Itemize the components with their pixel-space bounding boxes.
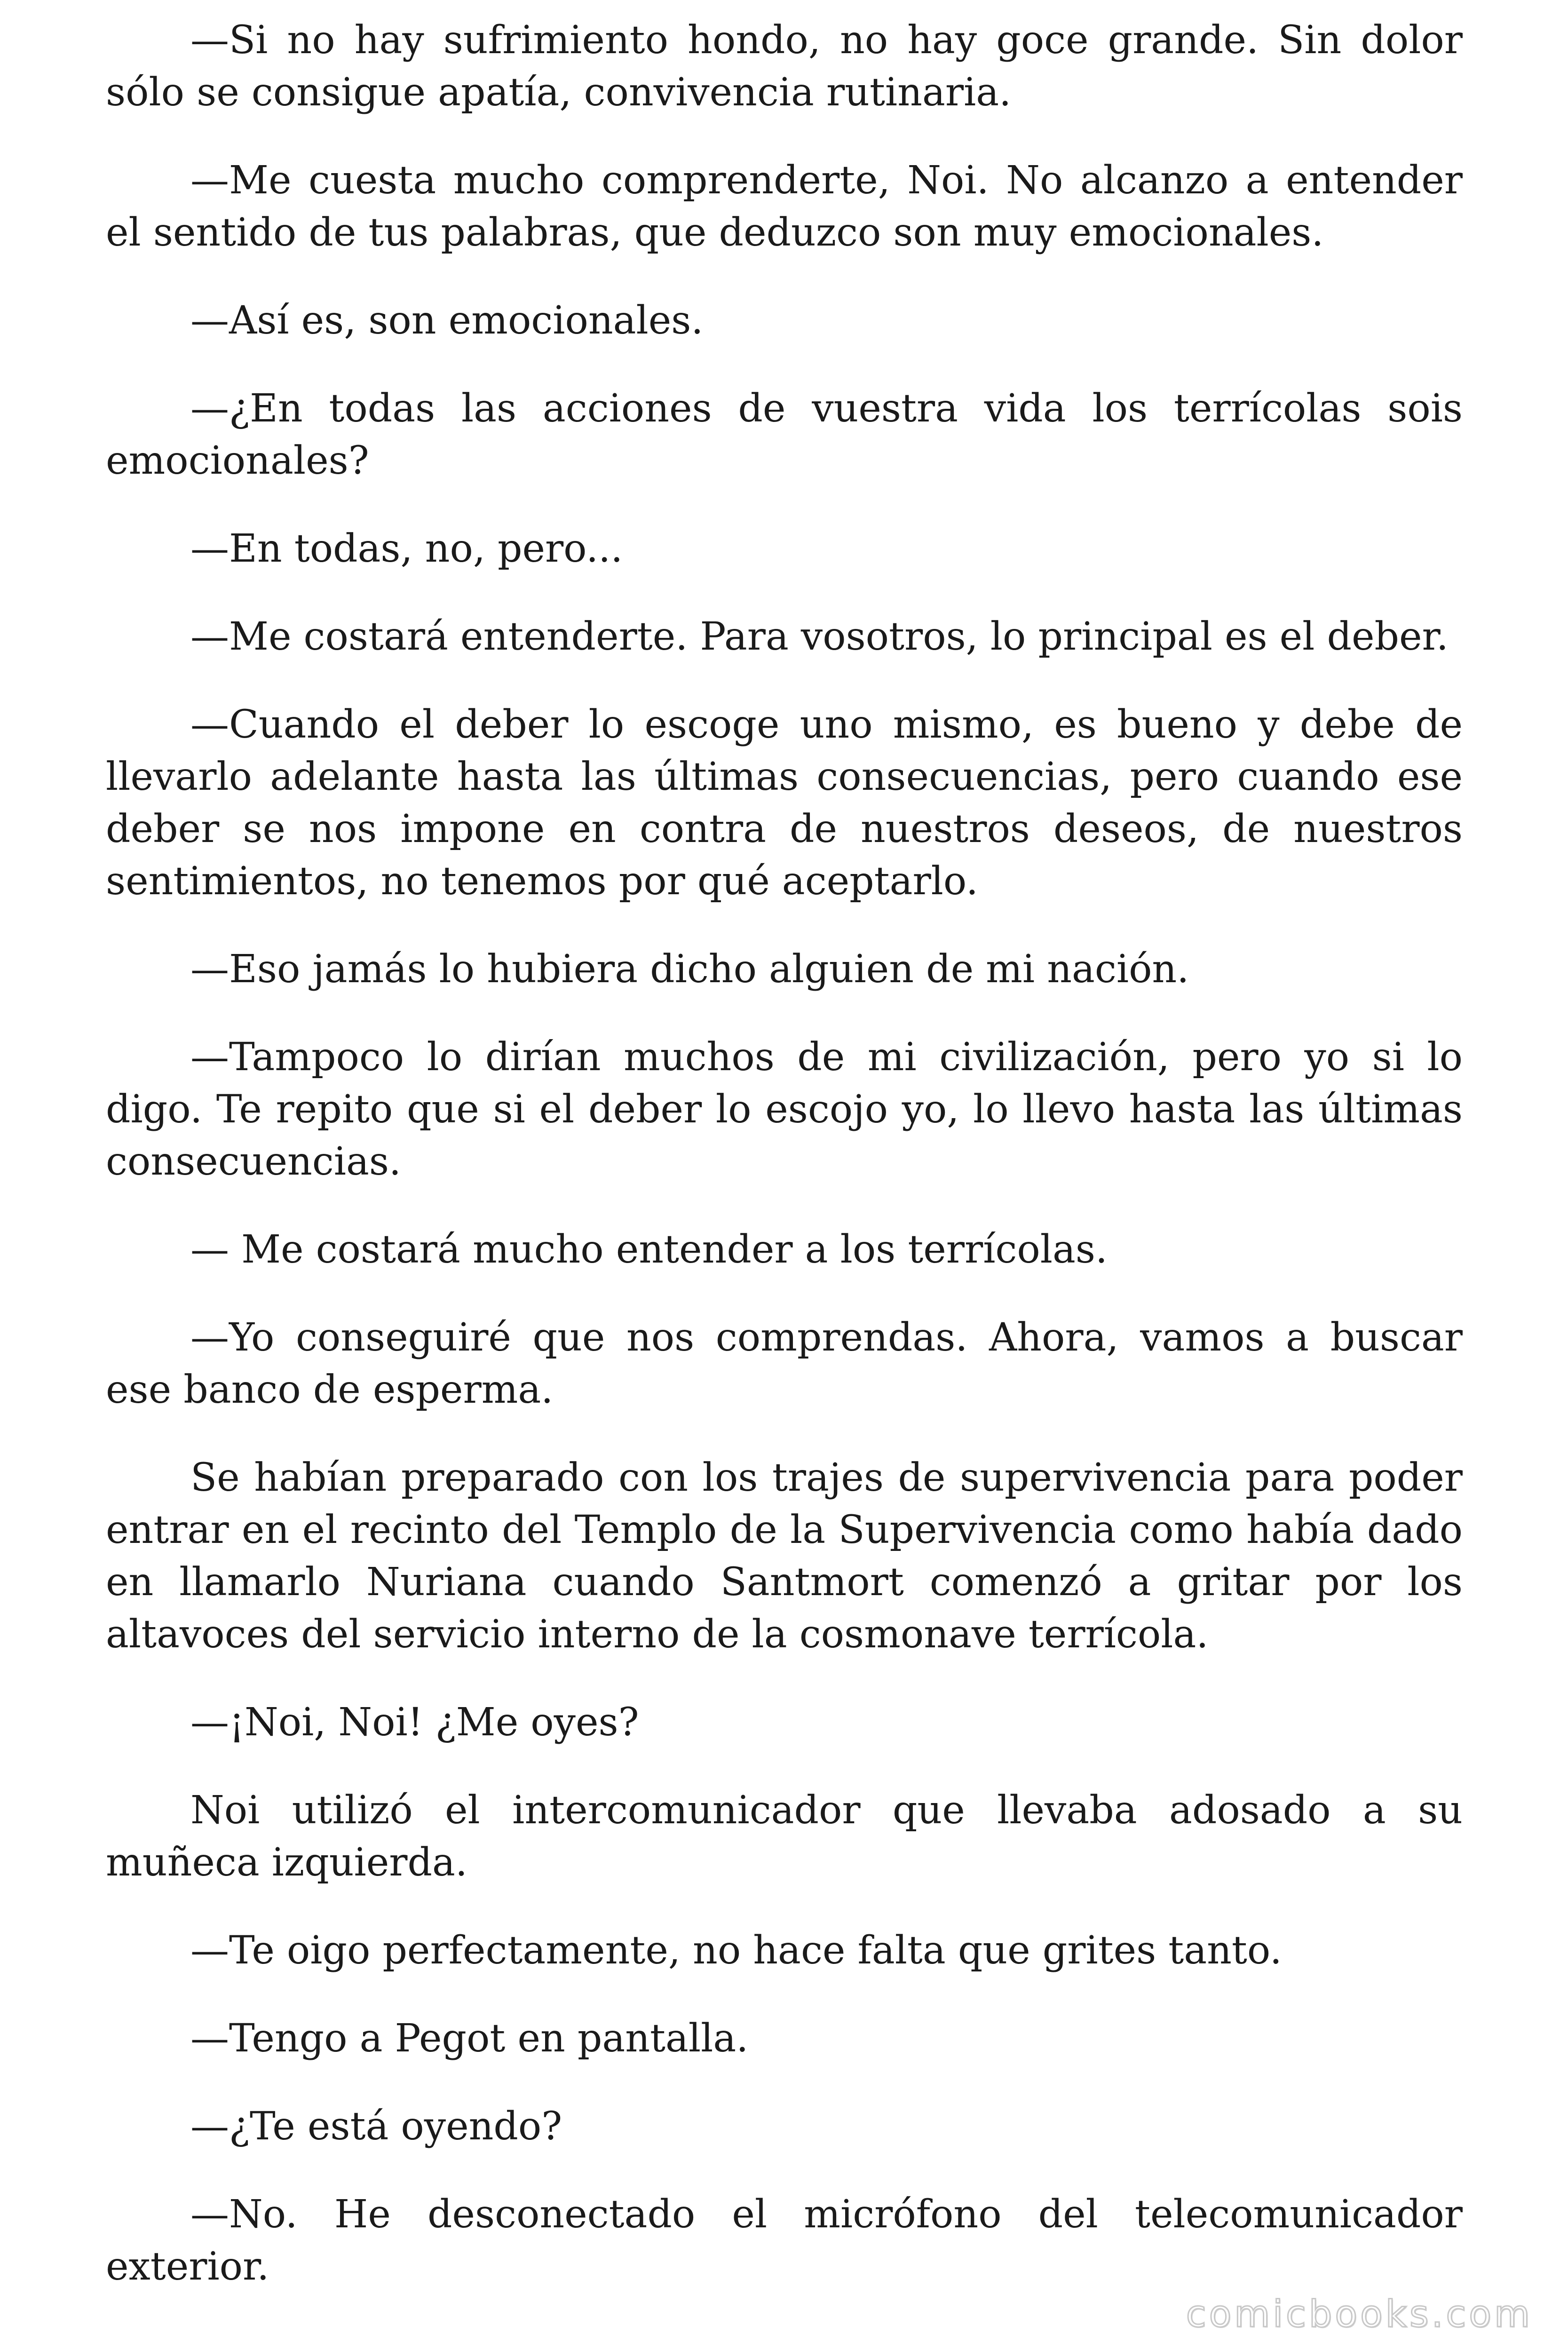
paragraph: —Tengo a Pegot en pantalla.	[190, 2016, 749, 2061]
paragraph: —Cuando el deber lo escoge uno mismo, es bueno y debe de llevarlo adelante hasta las últimas consecuencias, pero cuando ese deber se nos impone en contra de nuestros deseos, de nuestros sentimientos, no tenemos por qué aceptarlo.	[106, 702, 1463, 904]
page-text	[106, 14, 1463, 2293]
paragraph: —Si no hay sufrimiento hondo, no hay goce grande. Sin dolor sólo se consigue apatía, convivencia rutinaria.	[106, 18, 1463, 115]
paragraph: —¿Te está oyendo?	[190, 2104, 562, 2149]
paragraph: —En todas, no, pero...	[190, 526, 623, 571]
paragraph: —Yo conseguiré que nos comprendas. Ahora, vamos a buscar ese banco de esperma.	[106, 1315, 1463, 1412]
paragraph: —No. He desconectado el micrófono del telecomunicador exterior.	[106, 2192, 1463, 2289]
paragraph: — Me costará mucho entender a los terrícolas.	[190, 1227, 1108, 1272]
paragraph: —Me cuesta mucho comprenderte, Noi. No alcanzo a entender el sentido de tus palabras, que deduzco son muy emocionales.	[106, 158, 1463, 255]
paragraph: Se habían preparado con los trajes de supervivencia para poder entrar en el recinto del Templo de la Supervivencia como había dado en llamarlo Nuriana cuando Santmort comenzó a gritar por los altavoces del servicio interno de la cosmonave terrícola.	[106, 1455, 1463, 1657]
watermark: comicbooks.com	[1186, 2293, 1533, 2336]
paragraph: —Me costará entenderte. Para vosotros, lo principal es el deber.	[190, 614, 1449, 659]
paragraph: —Eso jamás lo hubiera dicho alguien de mi nación.	[190, 947, 1189, 992]
paragraph: —Te oigo perfectamente, no hace falta que grites tanto.	[190, 1928, 1282, 1973]
paragraph: —¿En todas las acciones de vuestra vida los terrícolas sois emocionales?	[106, 386, 1463, 483]
paragraph: —Tampoco lo dirían muchos de mi civilización, pero yo si lo digo. Te repito que si el deber lo escojo yo, lo llevo hasta las últimas consecuencias.	[106, 1035, 1463, 1184]
paragraph: Noi utilizó el intercomunicador que llevaba adosado a su muñeca izquierda.	[106, 1788, 1463, 1885]
paragraph: —Así es, son emocionales.	[190, 298, 704, 343]
paragraph: —¡Noi, Noi! ¿Me oyes?	[190, 1700, 639, 1745]
